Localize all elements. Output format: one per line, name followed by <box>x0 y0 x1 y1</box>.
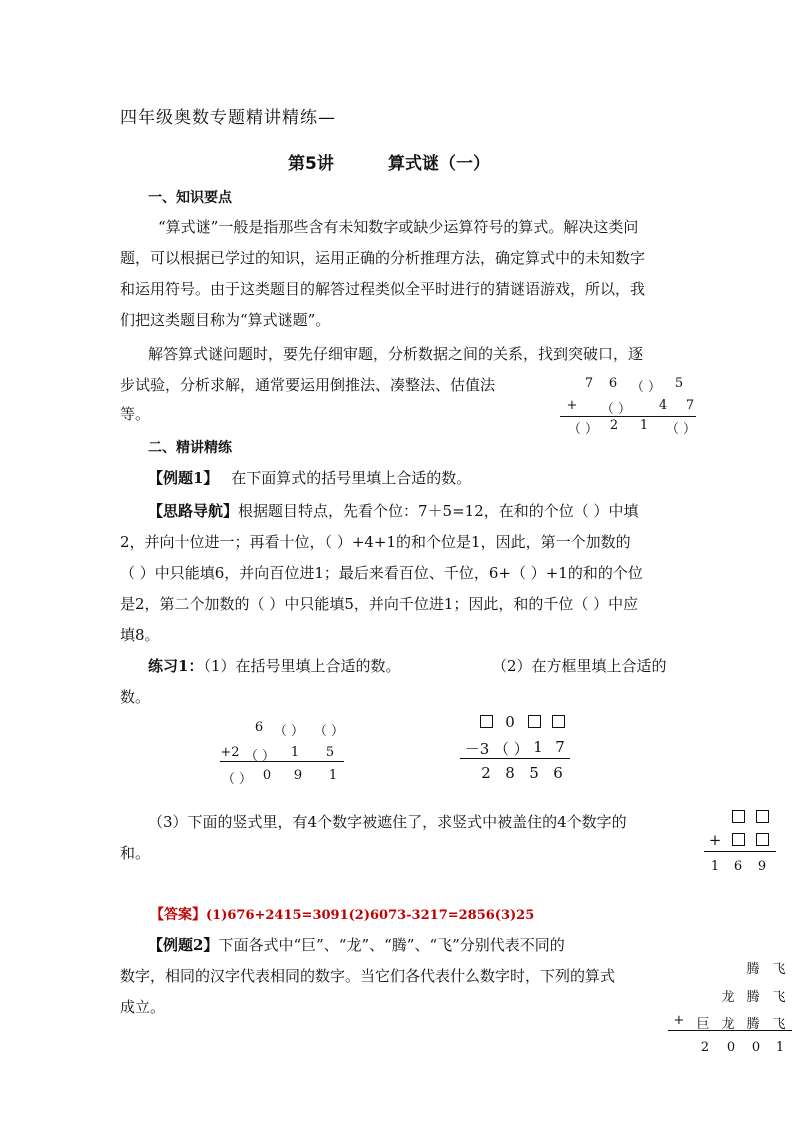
box-blank <box>726 831 750 849</box>
p1-row-1 <box>249 720 349 739</box>
char: 腾 <box>746 990 760 1005</box>
practice1-q2: （2）在方框里填上合适的 <box>492 657 667 675</box>
practice1-q1-text: （1）在括号里填上合适的数。 <box>203 657 401 675</box>
answer-label: 【答案】 <box>150 907 206 923</box>
e2-line <box>668 1030 792 1031</box>
blank: （ ） <box>273 724 305 739</box>
digit: 2 <box>609 418 619 433</box>
e2-row-1 <box>740 958 792 977</box>
digit: 8 <box>505 764 515 782</box>
answer-text: (1)676+2415=3091(2)6073-3217=2856(3)25 <box>206 908 535 923</box>
blank: （ ） <box>494 740 529 758</box>
example1-hint-line-3: （ ）中只能填6，并向百位进1；最后来看百位、千位，6+（ ）+1的和的个位 <box>120 564 643 582</box>
e2-sum <box>692 1040 792 1055</box>
example1-text: 在下面算式的括号里填上合适的数。 <box>231 469 472 487</box>
digit: 1 <box>710 859 720 874</box>
example1-label: 【例题1】 <box>148 469 219 487</box>
intro-puzzle-row-1 <box>577 376 691 395</box>
document-title: 四年级奥数专题精讲精练— <box>120 108 336 128</box>
p3-row-2 <box>704 831 774 849</box>
section1-heading: 一、知识要点 <box>148 190 232 206</box>
digit: 0 <box>505 713 515 731</box>
plus-sign: + <box>673 1013 685 1028</box>
example2-label: 【例题2】 <box>148 936 219 954</box>
digit: 1 <box>639 418 649 433</box>
digit: 0 <box>751 1040 761 1055</box>
p2-row-3 <box>474 764 570 782</box>
hint-text: 根据题目特点，先看个位：7＋5=12，在和的个位（ ）中填 <box>238 502 639 520</box>
digit: 1 <box>290 745 300 760</box>
section1-line-4: 们把这类题目称为“算式谜题”。 <box>120 311 331 329</box>
digit: 7 <box>685 398 695 413</box>
digit: 1 <box>775 1040 785 1055</box>
lecture-topic: 算式谜（一） <box>388 154 490 174</box>
digit: 5 <box>529 764 539 782</box>
digit: 9 <box>293 768 303 783</box>
subtrahend-prefix: －3 <box>464 740 490 758</box>
p3-line <box>704 851 776 852</box>
blank: （ ） <box>665 422 697 437</box>
example1-line <box>148 467 471 488</box>
intro-puzzle-row-3 <box>563 418 699 437</box>
practice1-label: 练习1： <box>148 657 204 675</box>
section1-line-6: 步试验，分析求解，通常要运用倒推法、凑整法、估值法 <box>120 376 496 394</box>
digit: 1 <box>328 768 338 783</box>
practice1-q2-cont: 数。 <box>120 688 151 706</box>
answer-line <box>150 904 534 924</box>
p1-line <box>220 761 344 762</box>
section1-line-7: 等。 <box>120 405 151 423</box>
example2-line-1 <box>148 934 565 955</box>
practice1-q1 <box>148 655 400 676</box>
p2-line <box>460 758 570 759</box>
example2-line-3: 成立。 <box>120 998 166 1016</box>
section1-line-1: “算式谜”一般是指那些含有未知数字或缺少运算符号的算式。解决这类问 <box>158 218 639 236</box>
char: 巨 <box>696 1017 710 1032</box>
p3-row-1 <box>726 808 774 826</box>
box-blank <box>750 831 774 849</box>
char: 飞 <box>772 1017 786 1032</box>
section1-line-3: 和运用符号。由于这类题目的解答过程类似全平时进行的猜谜语游戏，所以，我 <box>120 280 646 298</box>
e2-row-2 <box>716 986 792 1005</box>
blank: （ ） <box>630 380 662 395</box>
p3-row-3 <box>704 859 774 874</box>
box-blank <box>546 713 570 731</box>
intro-puzzle-row-2 <box>560 398 702 417</box>
intro-puzzle-line <box>560 416 696 417</box>
blank: （ ） <box>244 749 276 764</box>
char: 腾 <box>746 962 760 977</box>
example1-hint-line-2: 2，并向十位进一；再看十位，（ ）+4+1的和个位是1，因此，第一个加数的 <box>120 533 631 551</box>
box-blank <box>474 713 498 731</box>
digit: 2 <box>481 764 491 782</box>
example1-hint-line-1 <box>148 500 639 521</box>
box-blank <box>750 808 774 826</box>
digit: 6 <box>553 764 563 782</box>
digit: 7 <box>584 376 594 391</box>
section1-line-2: 题，可以根据已学过的知识，运用正确的分析推理方法，确定算式中的未知数字 <box>120 249 646 267</box>
plus-sign: + <box>566 398 578 413</box>
digit: 6 <box>254 720 264 735</box>
lecture-number: 第5讲 <box>288 154 334 174</box>
practice1-q3: （3）下面的竖式里，有4个数字被遮住了，求竖式中被盖住的4个数字的 <box>148 813 627 831</box>
example2-line-2: 数字，相同的汉字代表相同的数字。当它们各代表什么数字时，下列的算式 <box>120 967 616 985</box>
blank: （ ） <box>567 422 599 437</box>
char: 飞 <box>772 962 786 977</box>
digit: 5 <box>674 376 684 391</box>
char: 龙 <box>721 1017 735 1032</box>
example2-text: 下面各式中“巨”、“龙”、“腾”、“飞”分别代表不同的 <box>218 936 565 954</box>
practice1-q3-cont: 和。 <box>120 844 151 862</box>
example1-hint-line-5: 填8。 <box>120 626 160 644</box>
blank: （ ） <box>600 402 632 417</box>
digit: 7 <box>555 738 565 756</box>
box-blank <box>522 713 546 731</box>
digit: 2 <box>700 1040 710 1055</box>
char: 飞 <box>772 990 786 1005</box>
digit: 6 <box>733 859 743 874</box>
example1-hint-line-4: 是2，第二个加数的（ ）中只能填5，并向千位进1；因此，和的千位（ ）中应 <box>120 595 639 613</box>
digit: 4 <box>658 398 668 413</box>
section2-heading: 二、精讲精练 <box>148 440 232 456</box>
char: 腾 <box>746 1017 760 1032</box>
blank: （ ） <box>221 772 253 787</box>
digit: 9 <box>757 859 767 874</box>
addend-prefix: +2 <box>220 745 240 760</box>
hint-label: 【思路导航】 <box>148 502 239 520</box>
box-blank <box>726 808 750 826</box>
blank: （ ） <box>313 724 345 739</box>
p1-row-3 <box>218 768 348 787</box>
section1-line-5: 解答算式谜问题时，要先仔细审题，分析数据之间的关系，找到突破口，逐 <box>148 345 644 363</box>
digit: 1 <box>533 738 543 756</box>
p2-row-1 <box>474 713 570 731</box>
digit: 0 <box>262 768 272 783</box>
digit: 5 <box>325 745 335 760</box>
p2-row-2 <box>460 738 572 759</box>
plus-sign: + <box>708 831 722 849</box>
digit: 0 <box>726 1040 736 1055</box>
char: 龙 <box>721 990 735 1005</box>
digit: 6 <box>608 376 618 391</box>
